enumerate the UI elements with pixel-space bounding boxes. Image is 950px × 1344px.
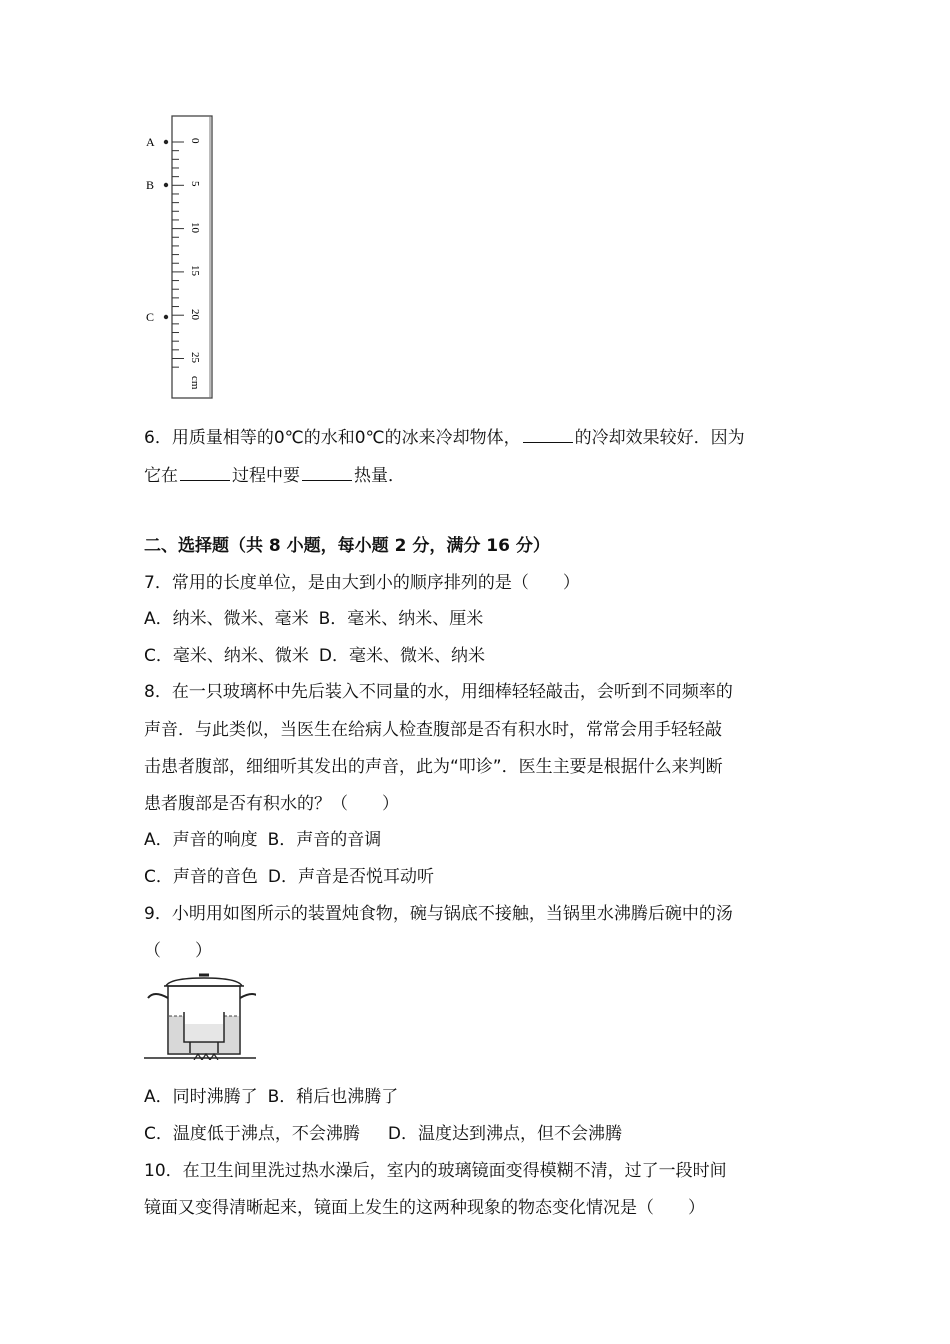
ruler-tick-label-15: 15 [189, 265, 201, 276]
q10-stem-line-2: 镜面又变得清晰起来，镜面上发生的这两种现象的物态变化情况是（ ） [144, 1198, 705, 1218]
ruler-tick-label-20: 20 [189, 309, 201, 320]
ruler-number-15 [189, 265, 201, 277]
point-a-dot [164, 140, 168, 144]
point-b-dot [164, 183, 168, 187]
point-a [146, 135, 168, 149]
pot-lid [166, 978, 242, 986]
q8-option-b[interactable]: B．声音的音调 [267, 830, 382, 850]
ruler-tick-label-25: 25 [189, 352, 201, 363]
q9-option-c[interactable]: C．温度低于沸点，不会沸腾 [144, 1124, 360, 1144]
q6-blank-3[interactable] [302, 464, 352, 481]
q7-options-row-1 [144, 608, 483, 630]
q9-option-a[interactable]: A．同时沸腾了 [144, 1087, 258, 1107]
q7-options-row-2 [144, 645, 485, 667]
pot-handle-right [240, 994, 256, 998]
pot-handle-left [148, 994, 168, 998]
q6-text-1: 6．用质量相等的0℃的水和0℃的冰来冷却物体， [144, 428, 521, 448]
ruler-tick-label-5: 5 [189, 181, 201, 187]
q7-option-d[interactable]: D．毫米、微米、纳米 [318, 646, 485, 666]
q8-option-c[interactable]: C．声音的音色 [144, 867, 258, 887]
ruler-figure [140, 112, 220, 402]
point-a-label: A [146, 135, 155, 149]
bowl-soup [185, 1024, 223, 1041]
q7-option-c[interactable]: C．毫米、纳米、微米 [144, 646, 309, 666]
point-c-dot [164, 315, 168, 319]
q7-stem: 7．常用的长度单位，是由大到小的顺序排列的是（ ） [144, 573, 580, 593]
q6-blank-1[interactable] [523, 426, 573, 443]
q8-stem-line-4: 患者腹部是否有积水的？（ ） [144, 794, 399, 814]
pot-figure [144, 972, 256, 1060]
ruler-tick-label-10: 10 [189, 222, 201, 233]
q8-stem-line-1: 8．在一只玻璃杯中先后装入不同量的水，用细棒轻轻敲击，会听到不同频率的 [144, 682, 733, 702]
q8-options-row-1 [144, 829, 381, 851]
q6-text-3: 它在 [144, 466, 178, 486]
point-b-label: B [146, 178, 155, 192]
q7-option-a[interactable]: A．纳米、微米、毫米 [144, 609, 309, 629]
q8-stem-line-2: 声音．与此类似，当医生在给病人检查腹部是否有积水时，常常会用手轻轻敲 [144, 720, 722, 740]
ruler-number-25 [189, 352, 201, 364]
q6-line-2 [144, 464, 405, 487]
q10-stem-line-1: 10．在卫生间里洗过热水澡后，室内的玻璃镜面变得模糊不清，过了一段时间 [144, 1161, 727, 1181]
q9-options-row-2 [144, 1123, 622, 1145]
point-b [146, 178, 168, 192]
q9-option-d[interactable]: D．温度达到沸点，但不会沸腾 [387, 1124, 622, 1144]
ruler-unit-label: cm [189, 376, 201, 390]
section-2-title: 二、选择题（共 8 小题，每小题 2 分，满分 16 分） [144, 536, 550, 556]
q9-stem-line-2: （ ） [144, 941, 212, 961]
q8-stem-line-3: 击患者腹部，细细听其发出的声音，此为“叩诊”．医生主要是根据什么来判断 [144, 757, 723, 777]
ruler-number-10 [189, 222, 201, 234]
ruler-number-0 [189, 138, 201, 144]
q6-text-4: 过程中要 [232, 466, 300, 486]
ruler-unit [189, 376, 201, 390]
q6-text-2: 的冷却效果较好．因为 [574, 428, 745, 448]
q6-blank-2[interactable] [180, 464, 230, 481]
point-c-label: C [146, 310, 155, 324]
q6-line-1 [144, 426, 745, 449]
q6-text-5: 热量． [354, 466, 405, 486]
q9-option-b[interactable]: B．稍后也沸腾了 [267, 1087, 399, 1107]
ruler-number-20 [189, 309, 201, 321]
ruler-number-5 [189, 181, 201, 187]
q8-option-d[interactable]: D．声音是否悦耳动听 [267, 867, 434, 887]
flame-icon [194, 1054, 218, 1060]
ruler-tick-label-0: 0 [189, 138, 201, 144]
q9-stem-line-1: 9．小明用如图所示的装置炖食物，碗与锅底不接触，当锅里水沸腾后碗中的汤 [144, 904, 733, 924]
point-c [146, 310, 168, 324]
q7-option-b[interactable]: B．毫米、纳米、厘米 [318, 609, 484, 629]
q8-options-row-2 [144, 866, 434, 888]
q8-option-a[interactable]: A．声音的响度 [144, 830, 258, 850]
q9-options-row-1 [144, 1086, 398, 1108]
